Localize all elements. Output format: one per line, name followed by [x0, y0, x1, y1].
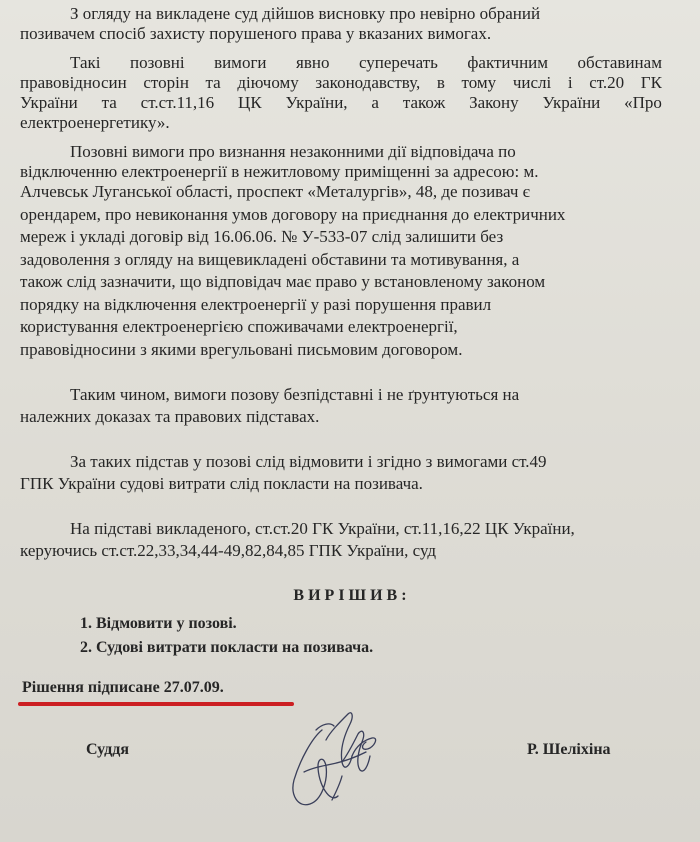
judge-label: Суддя	[86, 741, 129, 758]
decision-heading: В И Р І Ш И В :	[293, 587, 407, 604]
text-line: правовідносини з якими врегульовані письмовим договором.	[20, 340, 463, 359]
text-line: орендарем, про невиконання умов договору на приєднання до електричних	[20, 205, 566, 224]
text-line: Позовні вимоги про визнання незаконними дії відповідача по	[70, 142, 516, 161]
text-line: порядку на відключення електроенергії у разі порушення правил	[20, 295, 492, 314]
text-line: електроенергетику».	[20, 113, 170, 132]
text-line: Алчевськ Луганської області, проспект «Металургів», 48, де позивач є	[20, 182, 530, 201]
text-line: мереж і укладі договір від 16.06.06. № У-533-07 слід залишити без	[20, 227, 504, 246]
text-line: За таких підстав у позові слід відмовити і згідно з вимогами ст.49	[70, 452, 547, 471]
text-line: На підставі викладеного, ст.ст.20 ГК України, ст.11,16,22 ЦК України,	[70, 519, 575, 538]
text-line: правовідносин сторін та діючому законодавству, в тому числі і ст.20 ГК	[20, 73, 662, 92]
text-line: Таким чином, вимоги позову безпідставні і не ґрунтуються на	[70, 385, 520, 404]
signed-note: Рішення підписане 27.07.09.	[22, 679, 224, 696]
text-line: користування електроенергією споживачами електроенергії,	[20, 317, 458, 336]
text-line: відключенню електроенергії в нежитловому приміщенні за адресою: м.	[20, 162, 539, 181]
decision-item: 1. Відмовити у позові.	[80, 615, 237, 632]
text-line: Такі позовні вимоги явно суперечать фактичним обставинам	[70, 53, 662, 72]
text-line: належних доказах та правових підставах.	[20, 407, 320, 426]
text-line: також слід зазначити, що відповідач має право у встановленому законом	[20, 272, 546, 291]
red-underline	[18, 702, 294, 706]
text-line: керуючись ст.ст.22,33,34,44-49,82,84,85 ГПК України, суд	[20, 541, 437, 560]
text-line: ГПК України судові витрати слід покласти на позивача.	[20, 474, 423, 493]
judge-name: Р. Шеліхіна	[527, 741, 611, 758]
text-line: позивачем спосіб захисту порушеного права у вказаних вимогах.	[20, 24, 492, 43]
decision-item: 2. Судові витрати покласти на позивача.	[80, 639, 374, 656]
text-line: З огляду на викладене суд дійшов висновку про невірно обраний	[70, 4, 541, 23]
text-line: України та ст.ст.11,16 ЦК України, а також Закону України «Про	[20, 93, 662, 112]
handwritten-signature	[282, 700, 392, 820]
text-line: задоволення з огляду на вищевикладені обставини та мотивування, а	[20, 250, 520, 269]
